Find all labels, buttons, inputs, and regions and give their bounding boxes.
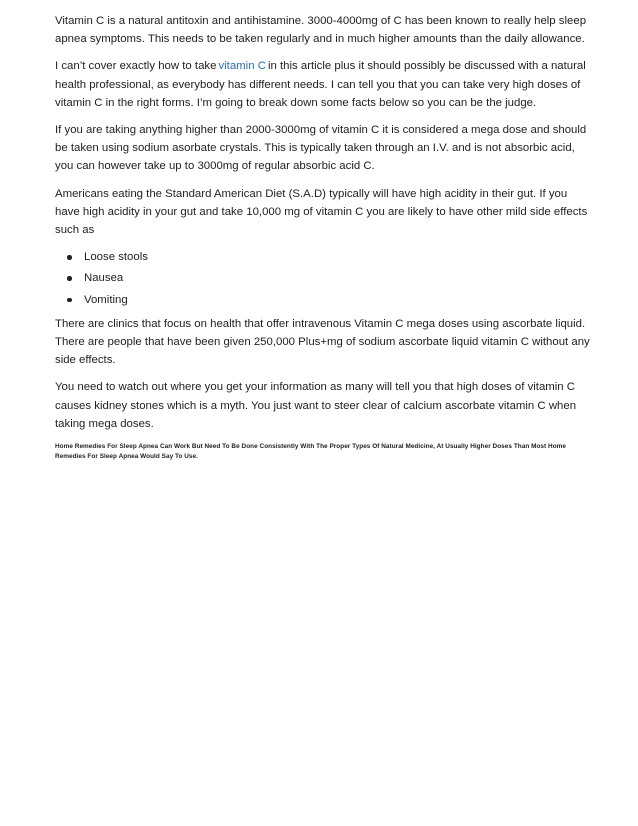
- paragraph-antitoxin: Vitamin C is a natural antitoxin and antihistamine. 3000-4000mg of C has been known to really help sleep apnea symptoms. This needs to be taken regularly and in much higher amounts than the daily allowance.: [55, 15, 587, 46]
- bullet-icon: [67, 298, 72, 303]
- side-effects-list: [55, 248, 595, 309]
- bullet-icon: [67, 276, 72, 281]
- paragraph-text-before-link: I can’t cover exactly how to take: [55, 60, 217, 73]
- paragraph-sad-diet: Americans eating the Standard American Diet (S.A.D) typically will have high acidity in their gut. If you have high acidity in your gut and take 10,000 mg of vitamin C you are likely to have other mild side effects such as: [55, 187, 588, 237]
- paragraph-mega-dose: If you are taking anything higher than 2000-3000mg of vitamin C it is considered a mega dose and should be taken using sodium asorbate crystals. This is typically taken through an I.V. and is not absorbic acid, you can however take up to 3000mg of regular absorbic acid C.: [55, 124, 587, 173]
- list-item-label: Vomiting: [84, 293, 128, 306]
- paragraph-text-after-link: in this article plus it should possibly be discussed with a natural health professional, as everybody has different needs. I can tell you that you can take very high doses of vitamin C in the right forms. I’m going to break down some facts below so you can be the judge.: [55, 60, 586, 109]
- paragraph-kidney-stones: You need to watch out where you get your information as many will tell you that high doses of vitamin C causes kidney stones which is a myth. You just want to steer clear of calcium ascorbate vitamin C when taking mega doses.: [55, 381, 577, 430]
- list-item-label: Loose stools: [84, 251, 148, 264]
- vitamin-c-link[interactable]: vitamin C: [218, 60, 266, 73]
- paragraph-how-to-take: [55, 57, 595, 112]
- list-item: [84, 269, 595, 287]
- bullet-icon: [67, 255, 72, 260]
- paragraph-clinics: There are clinics that focus on health that offer intravenous Vitamin C mega doses using ascorbate liquid. There are people that have been given 250,000 Plus+mg of sodium ascorbate liquid vitamin C without any side effects.: [55, 317, 590, 367]
- footer-note: Home Remedies For Sleep Apnea Can Work But Need To Be Done Consistently With The Proper Types Of Natural Medicine, At Usually Higher Doses Than Most Home Remedies For Sleep Apnea Would Say To Use.: [55, 443, 566, 461]
- list-item: [84, 248, 595, 266]
- article-body: [55, 12, 595, 462]
- list-item: [84, 291, 595, 309]
- list-item-label: Nausea: [84, 272, 124, 285]
